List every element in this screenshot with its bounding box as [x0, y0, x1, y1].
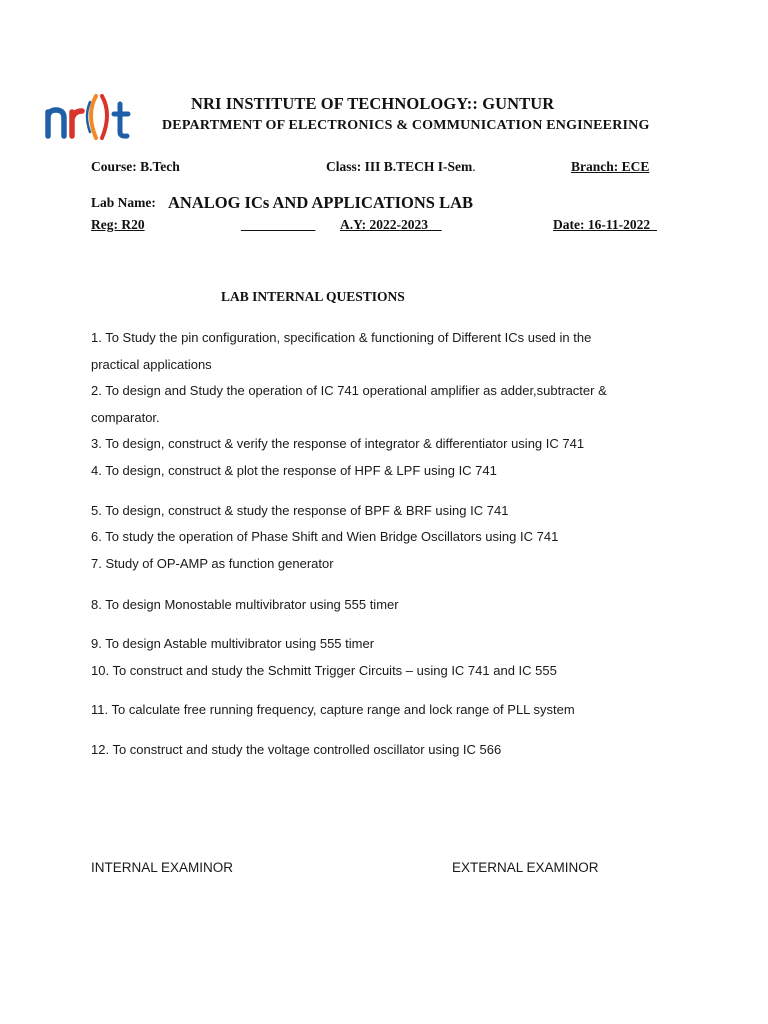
question-line: 4. To design, construct & plot the response of HPF & LPF using IC 741: [91, 463, 497, 478]
question-line: 9. To design Astable multivibrator using 555 timer: [91, 636, 375, 651]
branch-field: Branch: ECE: [571, 159, 650, 174]
question-line: comparator.: [91, 410, 160, 425]
question-line: 1. To Study the pin configuration, specification & functioning of Different ICs used in the: [91, 330, 592, 345]
question-line: 11. To calculate free running frequency, capture range and lock range of PLL system: [91, 702, 575, 717]
question-line: 12. To construct and study the voltage controlled oscillator using IC 566: [91, 742, 502, 757]
blank-line: ___________: [241, 217, 316, 232]
question-line: 3. To design, construct & verify the response of integrator & differentiator using IC 741: [91, 436, 585, 451]
internal-examiner-signature: INTERNAL EXAMINOR: [91, 860, 234, 875]
class-field-text: Class: III B.TECH I-Sem: [326, 159, 473, 174]
lab-name-value: ANALOG ICs AND APPLICATIONS LAB: [168, 193, 473, 212]
question-line: 7. Study of OP-AMP as function generator: [91, 556, 334, 571]
lab-name-label: Lab Name:: [91, 195, 156, 210]
question-line: 2. To design and Study the operation of IC 741 operational amplifier as adder,subtracter &: [91, 383, 607, 398]
external-examiner-signature: EXTERNAL EXAMINOR: [452, 860, 599, 875]
question-line: 10. To construct and study the Schmitt Trigger Circuits – using IC 741 and IC 555: [91, 663, 557, 678]
department-title: DEPARTMENT OF ELECTRONICS & COMMUNICATION ENGINEERING: [162, 118, 650, 133]
academic-year-field: A.Y: 2022-2023__: [340, 217, 442, 232]
section-heading: LAB INTERNAL QUESTIONS: [221, 289, 405, 304]
question-line: 8. To design Monostable multivibrator using 555 timer: [91, 597, 399, 612]
date-field: Date: 16-11-2022_: [553, 217, 657, 232]
regulation-field: Reg: R20: [91, 217, 145, 232]
institute-title: NRI INSTITUTE OF TECHNOLOGY:: GUNTUR: [191, 94, 555, 113]
question-line: 5. To design, construct & study the response of BPF & BRF using IC 741: [91, 503, 509, 518]
question-line: 6. To study the operation of Phase Shift and Wien Bridge Oscillators using IC 741: [91, 529, 559, 544]
course-field: Course: B.Tech: [91, 159, 180, 174]
nri-it-logo-icon: [44, 92, 132, 144]
class-field: [326, 159, 476, 175]
class-field-dot: .: [472, 159, 476, 174]
question-line: practical applications: [91, 357, 212, 372]
